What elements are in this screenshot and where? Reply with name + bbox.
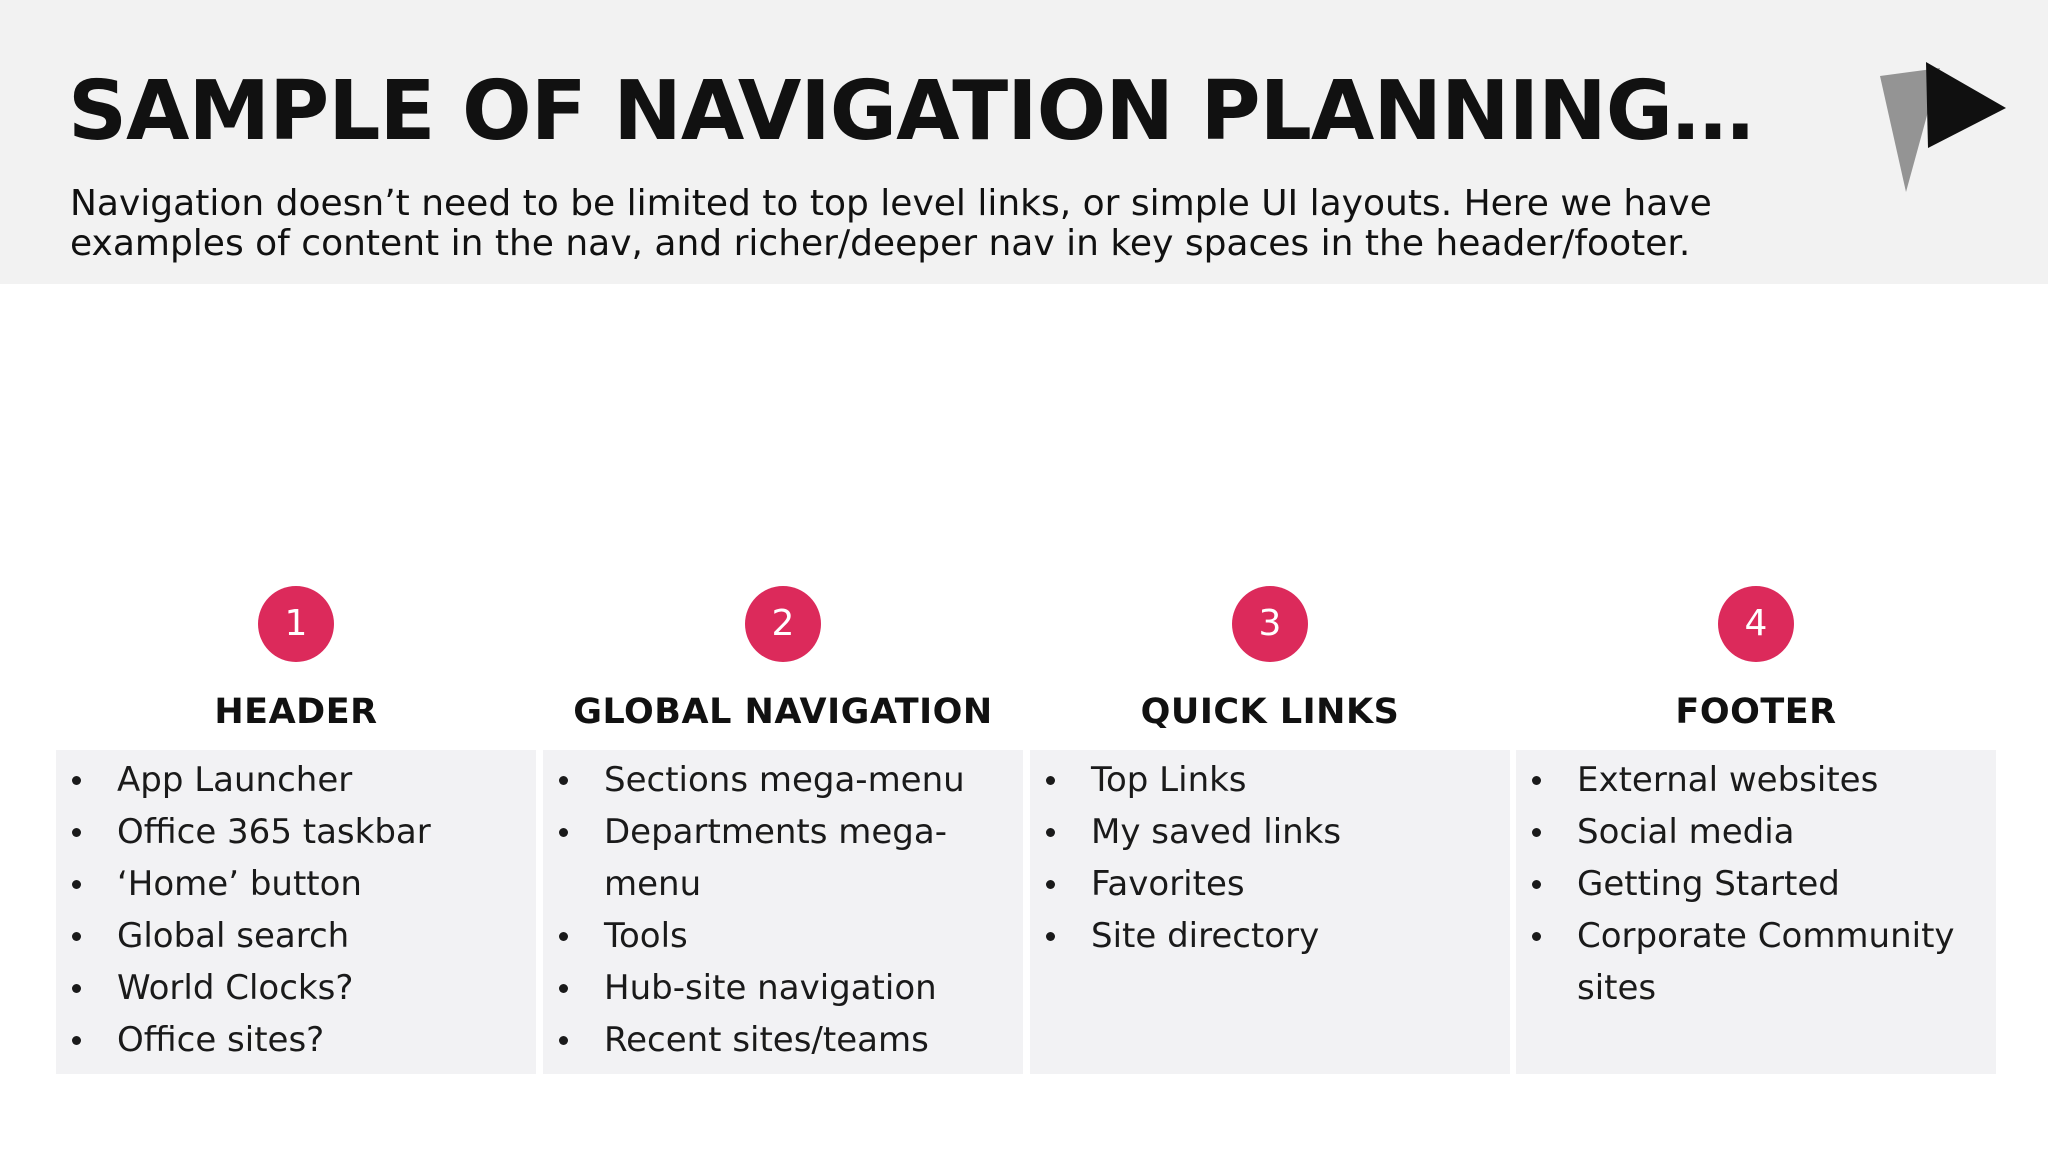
list-item: Favorites: [1030, 858, 1510, 910]
item-list: [1516, 754, 1996, 1014]
list-item: Office sites?: [56, 1014, 536, 1066]
list-item: Social media: [1516, 806, 1996, 858]
column-panel: [543, 750, 1023, 1074]
list-item: Top Links: [1030, 754, 1510, 806]
list-item: ‘Home’ button: [56, 858, 536, 910]
column-panel: [1516, 750, 1996, 1074]
column-global-navigation: [543, 586, 1023, 1074]
slide-subtitle: Navigation doesn’t need to be limited to top level links, or simple UI layouts. Here we have examples of content in the nav, and richer/deeper nav in key spaces in the header/footer.: [70, 183, 1712, 264]
list-item: Tools: [543, 910, 1023, 962]
item-list: [543, 754, 1023, 1066]
list-item: World Clocks?: [56, 962, 536, 1014]
step-badge-3: 3: [1232, 586, 1308, 662]
title-band: [0, 0, 2048, 284]
nav-areas: [56, 586, 1996, 1074]
column-title: HEADER: [214, 692, 378, 732]
item-list: [1030, 754, 1510, 962]
step-badge-1: 1: [258, 586, 334, 662]
list-item: Sections mega-menu: [543, 754, 1023, 806]
column-panel: [56, 750, 536, 1074]
column-title: QUICK LINKS: [1140, 692, 1400, 732]
list-item: Site directory: [1030, 910, 1510, 962]
list-item: App Launcher: [56, 754, 536, 806]
column-title: FOOTER: [1675, 692, 1837, 732]
slide-title: SAMPLE OF NAVIGATION PLANNING…: [68, 64, 1754, 159]
list-item: External websites: [1516, 754, 1996, 806]
list-item: Hub-site navigation: [543, 962, 1023, 1014]
list-item: Office 365 taskbar: [56, 806, 536, 858]
step-badge-4: 4: [1718, 586, 1794, 662]
column-title: GLOBAL NAVIGATION: [573, 692, 993, 732]
list-item: Recent sites/teams: [543, 1014, 1023, 1066]
list-item: Corporate Community sites: [1516, 910, 1996, 1014]
item-list: [56, 754, 536, 1066]
column-footer: [1516, 586, 1996, 1074]
list-item: Getting Started: [1516, 858, 1996, 910]
list-item: Departments mega-menu: [543, 806, 1023, 910]
list-item: Global search: [56, 910, 536, 962]
play-logo-icon: [1878, 60, 2010, 194]
column-panel: [1030, 750, 1510, 1074]
column-quick-links: [1030, 586, 1510, 1074]
list-item: My saved links: [1030, 806, 1510, 858]
step-badge-2: 2: [745, 586, 821, 662]
column-header: [56, 586, 536, 1074]
